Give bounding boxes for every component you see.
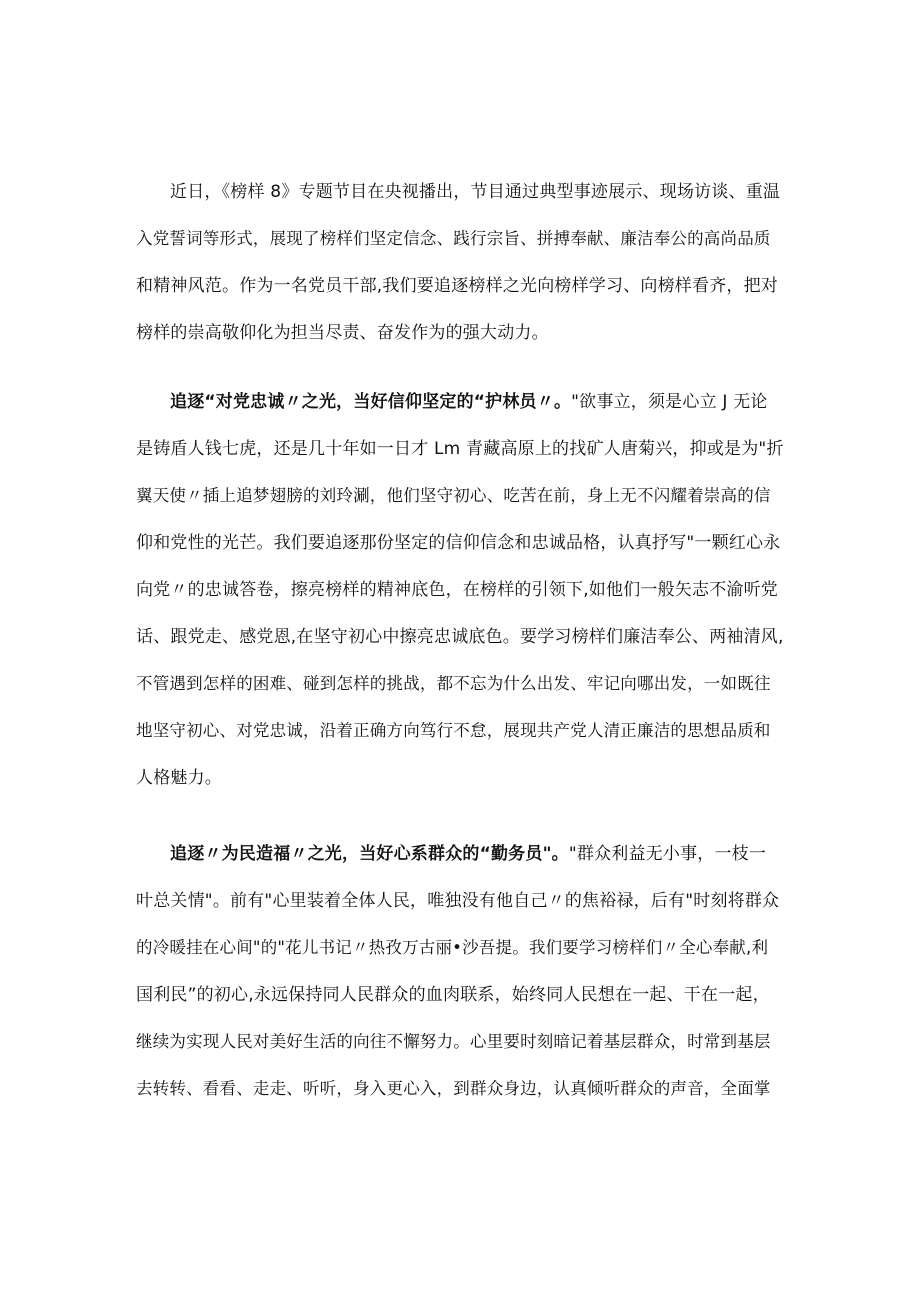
paragraph-line: 继续为实现人民对美好生活的向往不懈努力。心里要时刻暗记着基层群众，时常到基层 [136, 1032, 771, 1051]
paragraph-line: 是铸盾人钱七虎，还是几十年如一日才 Lm 青藏高原上的找矿人唐菊兴，抑或是为"折 [136, 439, 784, 459]
paragraph-line: 和精神风范。作为一名党员干部,我们要追逐榜样之光向榜样学习、向榜样看齐，把对 [136, 276, 779, 296]
paragraph-text: "欲事立，须是心立 J 无论 [571, 392, 768, 412]
paragraph-line: 翼天使〃插上追梦翅膀的刘玲涮，他们坚守初心、吃苦在前，身上无不闪耀着崇高的信 [136, 486, 771, 505]
paragraph-line: 去转转、看看、走走、听听，身入更心入，到群众身边，认真倾听群众的声音，全面掌 [136, 1079, 771, 1098]
paragraph-line: 入党誓词等形式，展现了榜样们坚定信念、践行宗旨、拼搏奉献、廉洁奉公的高尚品质 [136, 229, 771, 248]
paragraph-line: 叶总关情"。前有"心里装着全体人民，唯独没有他自己〃的焦裕禄，后有"时刻将群众 [136, 891, 780, 911]
paragraph-line: 人格魅力。 [136, 768, 222, 788]
paragraph-text: "群众利益无小事，一枝一 [568, 844, 767, 864]
paragraph-line: 向党〃的忠诚答卷，擦亮榜样的精神底色，在榜样的引领下,如他们一般矢志不渝听党 [136, 580, 779, 600]
paragraph-line: 地坚守初心、对党忠诚，沿着正确方向笃行不怠，展现共产党人清正廉洁的思想品质和 [136, 721, 771, 740]
paragraph-line: 榜样的崇高敬仰化为担当尽责、奋发作为的强大动力。 [136, 323, 549, 343]
paragraph-line: 不管遇到怎样的困难、碰到怎样的挑战，都不忘为什么出发、牢记向哪出发，一如既往 [136, 674, 771, 693]
paragraph-line: 仰和党性的光芒。我们要追逐那份坚定的信仰信念和忠诚品格，认真抒写"一颗红心永 [136, 533, 781, 553]
paragraph-first-line [170, 842, 766, 866]
paragraph-line: 话、跟党走、感党恩,在坚守初心中擦亮忠诚底色。要学习榜样们廉洁奉公、两袖清风, [136, 627, 784, 647]
paragraph-first-line [170, 390, 768, 414]
paragraph-line: 国利民”的初心,永远保持同人民群众的血肉联系，始终同人民想在一起、干在一起， [136, 985, 770, 1005]
section-heading: 追逐“对党忠诚〃之光，当好信仰坚定的“护林员〃。 [170, 392, 572, 412]
section-heading: 追逐〃为民造福〃之光，当好心系群众的“勤务员"。 [170, 844, 569, 864]
paragraph-line: 的冷暖挂在心间"的"花儿书记〃热孜万古丽•沙吾提。我们要学习榜样们〃全心奉献,利 [136, 938, 769, 957]
paragraph-line: 近日，《榜样 8》专题节目在央视播出，节目通过典型事迹展示、现场访谈、重温 [170, 182, 781, 202]
